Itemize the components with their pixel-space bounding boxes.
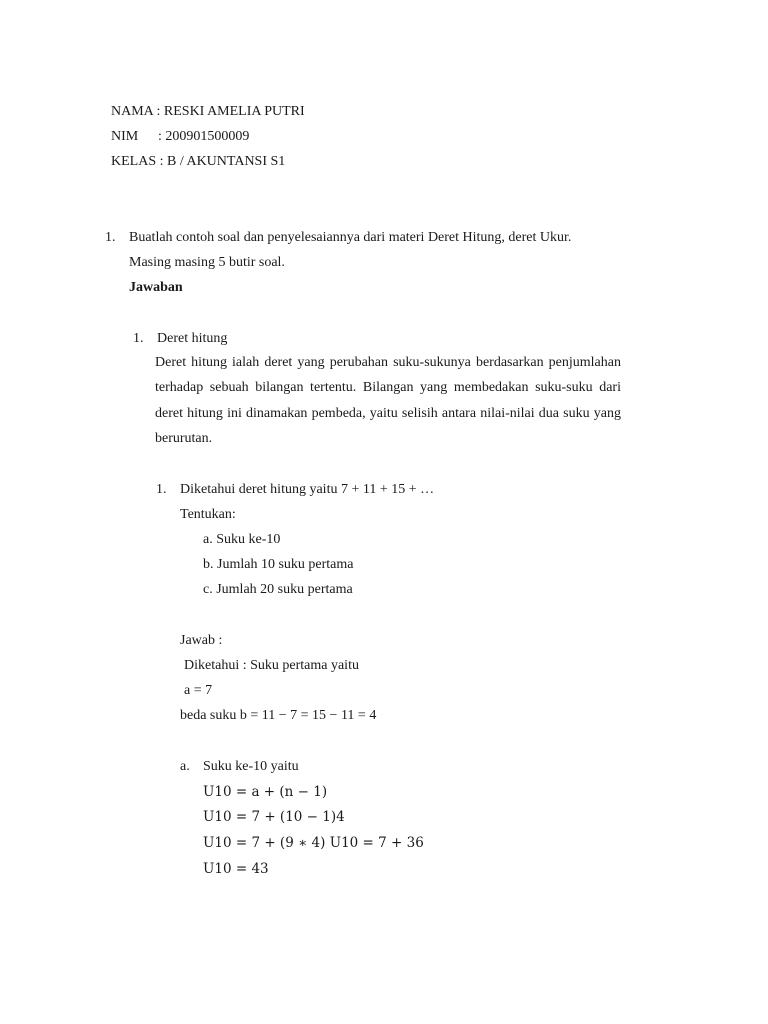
answer-heading: Jawaban bbox=[129, 280, 183, 295]
solution-jawab: Jawab : bbox=[180, 633, 223, 648]
problem-item-a: a. Suku ke-10 bbox=[203, 532, 281, 547]
student-nim-value: : 200901500009 bbox=[158, 129, 250, 144]
problem-number: 1. bbox=[156, 482, 167, 497]
question-line-1: Buatlah contoh soal dan penyelesaiannya dari materi Deret Hitung, deret Ukur. bbox=[129, 230, 572, 245]
solution-diketahui: Diketahui : Suku pertama yaitu bbox=[184, 658, 359, 673]
problem-item-b: b. Jumlah 10 suku pertama bbox=[203, 557, 354, 572]
question-line-2: Masing masing 5 butir soal. bbox=[129, 255, 285, 270]
problem-item-c: c. Jumlah 20 suku pertama bbox=[203, 582, 353, 597]
solution-step-2: U10 = 7 + (10 − 1)4 bbox=[203, 809, 345, 825]
problem-tentukan: Tentukan: bbox=[180, 507, 236, 522]
solution-a-value: a = 7 bbox=[184, 683, 213, 698]
student-name: NAMA : RESKI AMELIA PUTRI bbox=[111, 104, 305, 119]
solution-step-3: U10 = 7 + (9 ∗ 4) U10 = 7 + 36 bbox=[203, 835, 424, 851]
section-paragraph: Deret hitung ialah deret yang perubahan suku-sukunya berdasarkan penjumlahan terhadap sebuah bilangan tertentu. Bilangan yang membedakan suku-suku dari deret hitung ini dinamakan pembeda, yaitu selisih antara nilai-nilai dua suku yang berurutan. bbox=[155, 355, 621, 446]
solution-step-1: U10 = a + (n − 1) bbox=[203, 784, 328, 800]
student-class: KELAS : B / AKUNTANSI S1 bbox=[111, 154, 286, 169]
solution-part-a-label: a. bbox=[180, 759, 190, 774]
section-title: Deret hitung bbox=[157, 331, 228, 346]
solution-beda: beda suku b = 11 − 7 = 15 − 11 = 4 bbox=[180, 708, 377, 723]
problem-statement: Diketahui deret hitung yaitu 7 + 11 + 15 + … bbox=[180, 482, 435, 497]
solution-step-4: U10 = 43 bbox=[203, 861, 269, 877]
student-nim-label: NIM bbox=[111, 129, 139, 144]
question-number: 1. bbox=[105, 230, 116, 245]
solution-part-a-title: Suku ke-10 yaitu bbox=[203, 759, 299, 774]
section-number: 1. bbox=[133, 331, 144, 346]
